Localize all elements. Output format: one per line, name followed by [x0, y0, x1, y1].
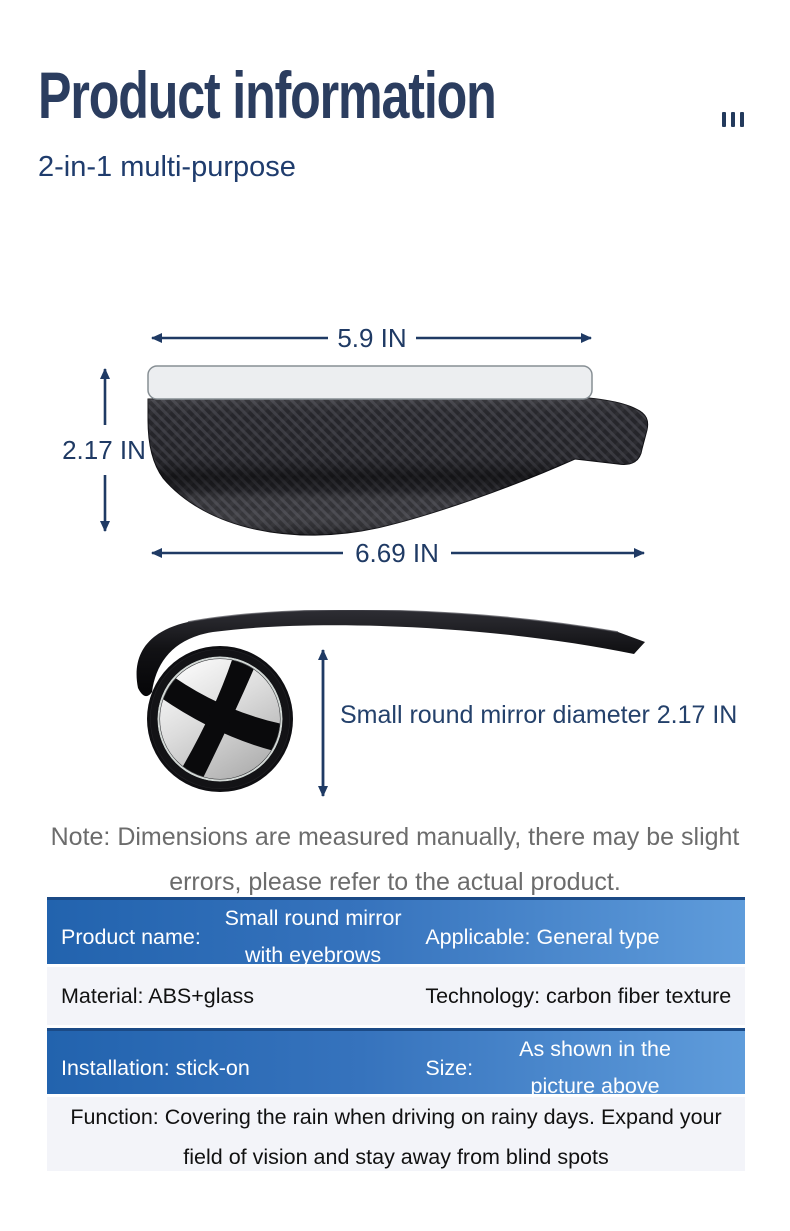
top-width-label: 5.9 IN	[337, 323, 407, 353]
product-name-value: Small round mirror with eyebrows	[224, 906, 402, 967]
table-row-product-name	[47, 897, 745, 967]
bottom-width-label: 6.69 IN	[355, 538, 439, 568]
applicable-value: Applicable: General type	[425, 924, 660, 949]
table-row-material	[47, 967, 745, 1025]
note-line-1: Note: Dimensions are measured manually, there may be slight	[50, 823, 740, 851]
size-label: Size:	[425, 1055, 474, 1080]
adhesive-strip	[148, 366, 592, 399]
size-value: As shown in the picture above	[519, 1037, 671, 1098]
left-height-label: 2.17 IN	[62, 435, 146, 465]
table-row-installation	[47, 1028, 745, 1098]
round-mirror	[147, 646, 293, 792]
carbon-visor-shape	[148, 366, 648, 535]
function-value: Function: Covering the rain when driving on rainy days. Expand your field of vision and stay away from blind spots	[70, 1105, 722, 1169]
side-view-diagram	[118, 610, 778, 810]
visor-top-view-drawing	[55, 320, 675, 570]
table-row-function	[47, 1097, 745, 1171]
spec-table	[47, 897, 745, 1174]
mirror-side-view-drawing	[118, 610, 778, 810]
material-value: Material: ABS+glass	[61, 983, 254, 1008]
dimension-diagram	[55, 320, 675, 570]
triple-bar-icon	[722, 112, 744, 127]
page-subtitle: 2-in-1 multi-purpose	[38, 151, 296, 183]
note-line-2: errors, please refer to the actual product.	[169, 868, 621, 896]
mirror-diameter-label: Small round mirror diameter 2.17 IN	[340, 701, 738, 729]
product-name-label: Product name:	[61, 924, 201, 949]
installation-value: Installation: stick-on	[61, 1055, 250, 1080]
page-title: Product information	[38, 58, 496, 132]
technology-value: Technology: carbon fiber texture	[425, 983, 732, 1008]
measurement-note	[0, 815, 790, 905]
